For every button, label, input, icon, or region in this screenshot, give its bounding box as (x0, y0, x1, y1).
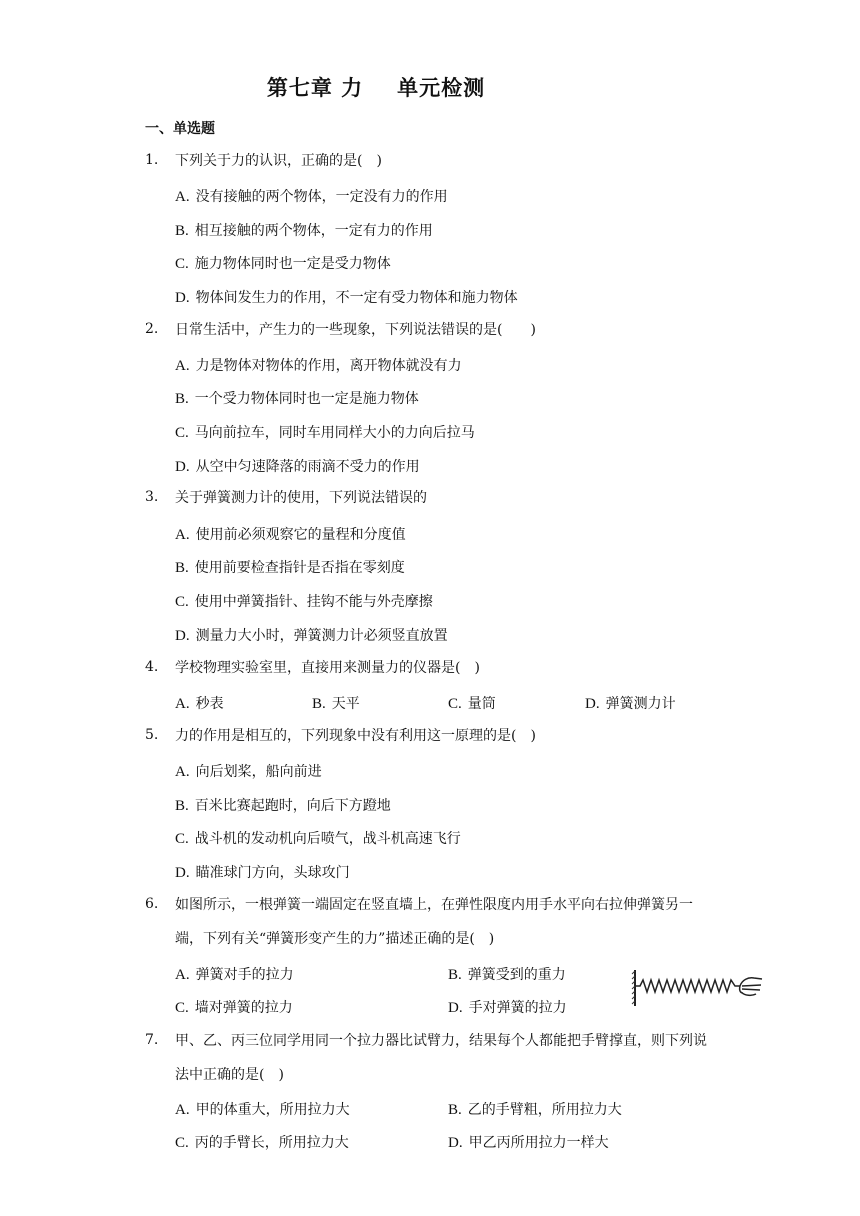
option-text: 战斗机的发动机向后喷气，战斗机高速飞行 (194, 831, 461, 847)
option-text: 手对弹簧的拉力 (468, 1000, 567, 1016)
option-text: 测量力大小时，弹簧测力计必须竖直放置 (195, 628, 448, 644)
option-5d (175, 862, 350, 882)
option-3d (175, 625, 448, 645)
option-text: 一个受力物体同时也一定是施力物体 (194, 391, 419, 407)
option-1a (175, 186, 448, 206)
option-4a (175, 693, 224, 713)
option-text: 墙对弹簧的拉力 (194, 1000, 293, 1016)
question-text: 如图所示，一根弹簧一端固定在竖直墙上，在弹性限度内用手水平向右拉伸弹簧另一端，下列有关“弹簧形变产生的力”描述正确的是( ) (175, 897, 693, 947)
question-text: 甲、乙、丙三位同学用同一个拉力器比试臂力，结果每个人都能把手臂撑直，则下列说法中正确的是( ) (175, 1033, 707, 1083)
option-7b (448, 1099, 622, 1119)
title-unit-test: 单元检测 (397, 76, 486, 100)
option-text: 百米比赛起跑时，向后下方蹬地 (194, 798, 391, 814)
option-2b (175, 388, 419, 408)
question-text: 力的作用是相互的，下列现象中没有利用这一原理的是( ) (175, 728, 536, 744)
option-text: 甲乙丙所用拉力一样大 (468, 1135, 609, 1151)
option-letter: A. (175, 764, 190, 780)
option-5a (175, 761, 322, 781)
question-text: 关于弹簧测力计的使用，下列说法错误的 (175, 490, 427, 506)
option-letter: A. (175, 1102, 190, 1118)
option-letter: C. (175, 1000, 189, 1016)
option-text: 量筒 (467, 696, 496, 712)
option-text: 马向前拉车，同时车用同样大小的力向后拉马 (194, 425, 475, 441)
option-text: 使用前要检查指针是否指在零刻度 (194, 560, 405, 576)
option-letter: C. (175, 831, 189, 847)
option-6b (448, 964, 566, 984)
option-letter: C. (175, 256, 189, 272)
option-6a (175, 964, 294, 984)
spring-wall-hand-figure (630, 968, 766, 1008)
option-letter: B. (448, 1102, 462, 1118)
option-letter: C. (175, 594, 189, 610)
option-1b (175, 220, 433, 240)
section-heading: 一、单选题 (145, 121, 215, 137)
question-text: 学校物理实验室里，直接用来测量力的仪器是( ) (175, 660, 480, 676)
option-letter: D. (175, 628, 190, 644)
option-3c (175, 591, 433, 611)
option-5b (175, 795, 391, 815)
option-3a (175, 524, 406, 544)
option-letter: B. (175, 560, 189, 576)
option-1d (175, 287, 518, 307)
option-letter: D. (175, 865, 190, 881)
option-text: 没有接触的两个物体，一定没有力的作用 (195, 189, 448, 205)
option-letter: D. (448, 1000, 463, 1016)
option-7d (448, 1132, 609, 1152)
option-text: 从空中匀速降落的雨滴不受力的作用 (195, 459, 420, 475)
option-text: 施力物体同时也一定是受力物体 (194, 256, 391, 272)
option-letter: D. (448, 1135, 463, 1151)
option-5c (175, 828, 461, 848)
page-title (0, 72, 752, 102)
question-number: 5. (145, 727, 159, 743)
option-2c (175, 422, 475, 442)
option-text: 弹簧测力计 (605, 696, 676, 712)
option-letter: C. (175, 425, 189, 441)
question-number: 4. (145, 659, 159, 675)
question-number: 2. (145, 321, 159, 337)
option-letter: A. (175, 967, 190, 983)
option-letter: A. (175, 696, 190, 712)
option-text: 物体间发生力的作用，不一定有受力物体和施力物体 (195, 290, 518, 306)
option-text: 力是物体对物体的作用，离开物体就没有力 (195, 358, 462, 374)
option-3b (175, 557, 405, 577)
option-text: 瞄准球门方向，头球攻门 (195, 865, 350, 881)
option-letter: D. (585, 696, 600, 712)
option-6d (448, 997, 567, 1017)
option-text: 天平 (331, 696, 360, 712)
option-4b (312, 693, 360, 713)
question-text: 日常生活中，产生力的一些现象，下列说法错误的是( ) (175, 322, 536, 338)
option-text: 相互接触的两个物体，一定有力的作用 (194, 223, 433, 239)
option-4d (585, 693, 676, 713)
option-letter: A. (175, 189, 190, 205)
title-chapter: 第七章 力 (266, 76, 364, 100)
question-number: 7. (145, 1032, 159, 1048)
question-number: 6. (145, 896, 159, 912)
option-text: 向后划桨，船向前进 (195, 764, 322, 780)
option-letter: B. (175, 223, 189, 239)
option-letter: B. (175, 798, 189, 814)
option-letter: B. (312, 696, 326, 712)
option-text: 弹簧对手的拉力 (195, 967, 294, 983)
option-6c (175, 997, 293, 1017)
question-text: 下列关于力的认识，正确的是( ) (175, 153, 382, 169)
option-text: 秒表 (195, 696, 224, 712)
option-letter: C. (175, 1135, 189, 1151)
option-1c (175, 253, 391, 273)
option-text: 丙的手臂长，所用拉力大 (194, 1135, 349, 1151)
option-7a (175, 1099, 350, 1119)
option-letter: A. (175, 527, 190, 543)
question-number: 1. (145, 152, 159, 168)
option-text: 弹簧受到的重力 (467, 967, 566, 983)
option-text: 甲的体重大，所用拉力大 (195, 1102, 350, 1118)
option-letter: C. (448, 696, 462, 712)
option-2d (175, 456, 420, 476)
option-letter: B. (175, 391, 189, 407)
option-2a (175, 355, 462, 375)
option-text: 乙的手臂粗，所用拉力大 (467, 1102, 622, 1118)
option-7c (175, 1132, 349, 1152)
option-letter: A. (175, 358, 190, 374)
option-letter: D. (175, 290, 190, 306)
option-4c (448, 693, 496, 713)
option-letter: B. (448, 967, 462, 983)
question-number: 3. (145, 489, 159, 505)
option-text: 使用中弹簧指针、挂钩不能与外壳摩擦 (194, 594, 433, 610)
option-letter: D. (175, 459, 190, 475)
option-text: 使用前必须观察它的量程和分度值 (195, 527, 406, 543)
